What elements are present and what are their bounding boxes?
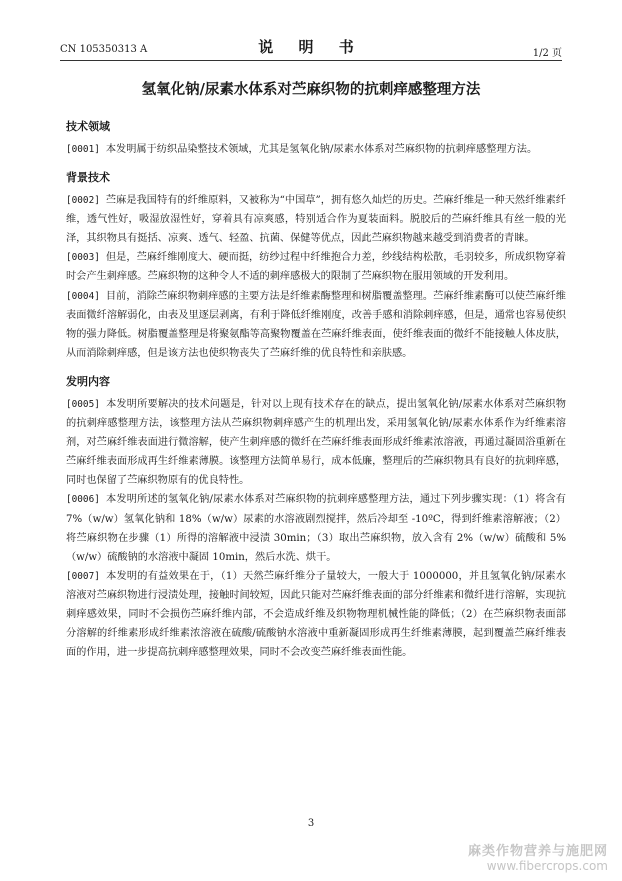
paragraph xyxy=(66,490,566,566)
paragraph xyxy=(66,287,566,363)
watermark-site-name: 麻类作物营养与施肥网 xyxy=(467,844,608,859)
document-type: 说 明 书 xyxy=(258,38,364,56)
watermark-url: www.fibercrops.com xyxy=(486,859,608,873)
patent-number: CN 105350313 A xyxy=(60,44,148,55)
section-heading: 技术领域 xyxy=(66,120,110,133)
paragraph-text: 但是，苎麻纤维刚度大、硬而挺，纺纱过程中纤维抱合力差，纱线结构松散，毛羽较多，所成织物穿着时会产生刺痒感。苎麻织物的这种令人不适的刺痒感极大的限制了苎麻织物在服用领域的开发利用。 xyxy=(66,252,566,283)
document-title: 氢氧化钠/尿素水体系对苎麻织物的抗刺痒感整理方法 xyxy=(141,81,481,98)
paragraph-text: 本发明所要解决的技术问题是，针对以上现有技术存在的缺点，提出氢氧化钠/尿素水体系对苎麻织物的抗刺痒感整理方法，该整理方法从苎麻织物刺痒感产生的机理出发，采用氢氧化钠/尿素水体系作为纤维素溶剂，对苎麻纤维表面进行微溶解，使产生刺痒感的微纤在苎麻纤维表面形成纤维素浓溶液，再通过凝固浴重新在苎麻纤维表面形成再生纤维素薄膜。该整理方法简单易行，成本低廉，整理后的苎麻织物具有良好的抗刺痒感，同时也保留了苎麻织物原有的优良特性。 xyxy=(66,398,566,487)
paragraph-number: [0006] xyxy=(66,494,100,506)
section-heading: 背景技术 xyxy=(66,171,110,185)
paragraph-text: 本发明的有益效果在于，（1）天然苎麻纤维分子量较大，一般大于 1000000，并且氢氧化钠/尿素水溶液对苎麻织物进行浸渍处理，接触时间较短，因此只能对苎麻纤维表面的部分纤维素和微纤进行溶解，实现抗刺痒感效果，同时不会损伤苎麻纤维内部，不会造成纤维及织物物理机械性能的降低；（2）在苎麻织物表面部分溶解的纤维素形成纤维素浓溶液在硫酸/硫酸钠水溶液中重新凝固形成再生纤维素薄膜，起到覆盖苎麻纤维表面的作用，进一步提高抗刺痒感整理效果，同时不会改变苎麻纤维表面性能。 xyxy=(66,570,566,659)
paragraph-text: 本发明所述的氢氧化钠/尿素水体系对苎麻织物的抗刺痒感整理方法，通过下列步骤实现：（1）将含有 7%（w/w）氢氧化钠和 18%（w/w）尿素的水溶液剧烈搅拌，然后冷却至 -10ºC，得到纤维素溶解液；（2）将苎麻织物在步骤（1）所得的溶解液中浸渍 30min；（3）取出苎麻织物，放入含有 2%（w/w）硫酸和 5%（w/w）硫酸钠的水溶液中凝固 10min，然后水洗、烘干。 xyxy=(66,494,566,563)
page-header xyxy=(60,36,562,58)
paragraph-number: [0005] xyxy=(66,398,100,410)
header-rule xyxy=(60,60,562,61)
paragraph xyxy=(66,248,566,286)
paragraph-number: [0002] xyxy=(66,195,100,207)
paragraph-text: 本发明属于纺织品染整技术领域，尤其是氢氧化钠/尿素水体系对苎麻织物的抗刺痒感整理方法。 xyxy=(105,144,538,155)
paragraph xyxy=(66,140,566,159)
paragraph-number: [0004] xyxy=(66,290,100,302)
paragraph-number: [0007] xyxy=(66,570,100,582)
paragraph-text: 目前，消除苎麻织物刺痒感的主要方法是纤维素酶整理和树脂覆盖整理。苎麻纤维素酶可以使苎麻纤维表面微纤溶解弱化，由表及里逐层剥离，有利于降低纤维刚度，改善手感和消除刺痒感，但是，通常也容易使织物的强力降低。树脂覆盖整理是将聚氨酯等高聚物覆盖在苎麻纤维表面，使纤维表面的微纤不能接触人体皮肤，从而消除刺痒感，但是该方法也使织物丧失了苎麻纤维的优良特性和亲肤感。 xyxy=(66,290,566,359)
paragraph-text: 苎麻是我国特有的纤维原料，又被称为“中国草”，拥有悠久灿烂的历史。苎麻纤维是一种天然纤维素纤维，透气性好，吸湿放湿性好，穿着具有凉爽感，特别适合作为夏装面料。脱胶后的苎麻纤维具有丝一般的光泽，其织物具有挺括、凉爽、透气、轻盈、抗菌、保健等优点，因此苎麻织物越来越受到消费者的青睐。 xyxy=(66,195,566,245)
paragraph-number: [0003] xyxy=(66,252,100,264)
paragraph xyxy=(66,567,566,662)
section-heading: 发明内容 xyxy=(66,374,110,388)
paragraph xyxy=(66,395,566,490)
watermark xyxy=(468,840,608,873)
document-body xyxy=(66,118,566,662)
paragraph xyxy=(66,191,566,248)
page-number: 3 xyxy=(307,818,315,829)
page-info: 1/2 页 xyxy=(532,48,562,59)
paragraph-number: [0001] xyxy=(66,144,100,155)
